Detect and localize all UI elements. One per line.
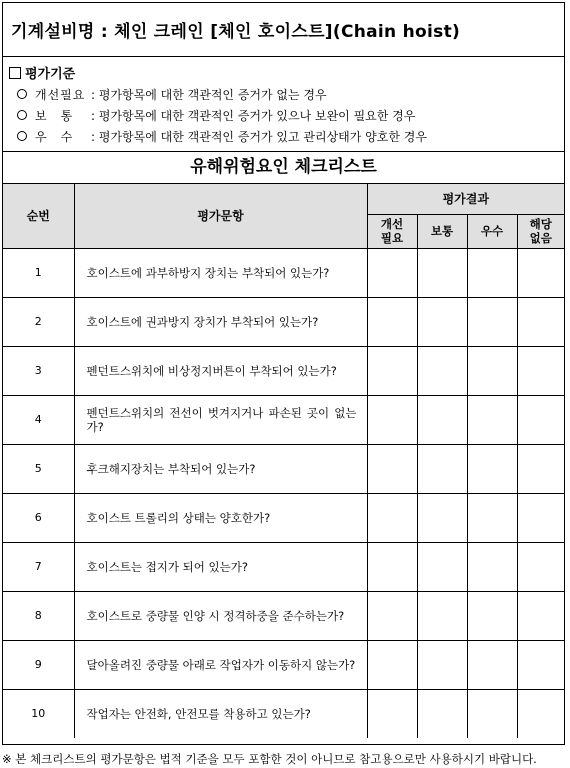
row-number: 1 [3, 248, 74, 297]
square-bullet-icon [9, 67, 21, 79]
row-question: 호이스트에 권과방지 장치가 부착되어 있는가? [74, 297, 367, 346]
cell-normal[interactable] [417, 444, 467, 493]
row-question: 호이스트로 중량물 인양 시 정격하중을 준수하는가? [74, 591, 367, 640]
page-title: 기계설비명 : 체인 크레인 [체인 호이스트](Chain hoist) [11, 22, 461, 42]
header-result: 평가결과 [367, 184, 564, 214]
header-question: 평가문항 [74, 184, 367, 248]
header-no: 순번 [3, 184, 74, 248]
section-title: 유해위험요인 체크리스트 [3, 151, 564, 184]
row-number: 10 [3, 689, 74, 738]
cell-excellent[interactable] [467, 493, 517, 542]
row-number: 5 [3, 444, 74, 493]
cell-not-applicable[interactable] [517, 395, 564, 444]
header-normal: 보통 [417, 214, 467, 248]
cell-excellent[interactable] [467, 689, 517, 738]
cell-needs-improvement[interactable] [367, 248, 417, 297]
cell-not-applicable[interactable] [517, 346, 564, 395]
footnote: ※ 본 체크리스트의 평가문항은 법적 기준을 모두 포함한 것이 아니므로 참고용으로만 사용하시기 바랍니다. [2, 752, 537, 766]
header-not-applicable: 해당 없음 [517, 214, 564, 248]
row-question: 호이스트에 과부하방지 장치는 부착되어 있는가? [74, 248, 367, 297]
cell-normal[interactable] [417, 395, 467, 444]
table-row [3, 297, 564, 346]
criteria-desc: : 평가항목에 대한 객관적인 증거가 있으나 보완이 필요한 경우 [91, 109, 416, 123]
cell-excellent[interactable] [467, 542, 517, 591]
row-number: 8 [3, 591, 74, 640]
cell-not-applicable[interactable] [517, 248, 564, 297]
criteria-label: 보 통 [35, 109, 74, 123]
circle-bullet-icon [17, 131, 27, 141]
table-row [3, 640, 564, 689]
table-row [3, 542, 564, 591]
cell-not-applicable[interactable] [517, 297, 564, 346]
cell-not-applicable[interactable] [517, 444, 564, 493]
cell-needs-improvement[interactable] [367, 591, 417, 640]
row-question: 펜던트스위치의 전선이 벗겨지거나 파손된 곳이 없는가? [74, 395, 367, 444]
title-bar [3, 3, 564, 57]
cell-excellent[interactable] [467, 640, 517, 689]
cell-not-applicable[interactable] [517, 591, 564, 640]
circle-bullet-icon [17, 110, 27, 120]
criteria-item [17, 107, 415, 125]
table-row [3, 248, 564, 297]
checklist-sheet [2, 2, 565, 745]
cell-needs-improvement[interactable] [367, 297, 417, 346]
cell-normal[interactable] [417, 640, 467, 689]
row-question: 호이스트는 접지가 되어 있는가? [74, 542, 367, 591]
cell-normal[interactable] [417, 689, 467, 738]
criteria-desc: : 평가항목에 대한 객관적인 증거가 있고 관리상태가 양호한 경우 [91, 130, 427, 144]
row-number: 2 [3, 297, 74, 346]
cell-needs-improvement[interactable] [367, 493, 417, 542]
table-row [3, 444, 564, 493]
criteria-item [17, 128, 427, 146]
table-row [3, 591, 564, 640]
cell-excellent[interactable] [467, 444, 517, 493]
row-question: 후크해지장치는 부착되어 있는가? [74, 444, 367, 493]
cell-needs-improvement[interactable] [367, 689, 417, 738]
header-excellent: 우수 [467, 214, 517, 248]
cell-normal[interactable] [417, 591, 467, 640]
cell-normal[interactable] [417, 346, 467, 395]
cell-normal[interactable] [417, 297, 467, 346]
cell-needs-improvement[interactable] [367, 640, 417, 689]
circle-bullet-icon [17, 89, 27, 99]
cell-not-applicable[interactable] [517, 542, 564, 591]
evaluation-criteria [3, 57, 564, 151]
row-number: 4 [3, 395, 74, 444]
row-number: 3 [3, 346, 74, 395]
checklist-table [3, 184, 564, 738]
criteria-label: 우 수 [35, 130, 74, 144]
cell-needs-improvement[interactable] [367, 542, 417, 591]
row-question: 호이스트 트롤리의 상태는 양호한가? [74, 493, 367, 542]
cell-normal[interactable] [417, 493, 467, 542]
cell-normal[interactable] [417, 542, 467, 591]
row-question: 펜던트스위치에 비상정지버튼이 부착되어 있는가? [74, 346, 367, 395]
header-needs-improvement: 개선 필요 [367, 214, 417, 248]
cell-needs-improvement[interactable] [367, 346, 417, 395]
table-row [3, 493, 564, 542]
cell-not-applicable[interactable] [517, 493, 564, 542]
cell-excellent[interactable] [467, 591, 517, 640]
cell-not-applicable[interactable] [517, 689, 564, 738]
cell-not-applicable[interactable] [517, 640, 564, 689]
row-question: 작업자는 안전화, 안전모를 착용하고 있는가? [74, 689, 367, 738]
table-row [3, 395, 564, 444]
row-number: 7 [3, 542, 74, 591]
table-row [3, 689, 564, 738]
cell-excellent[interactable] [467, 395, 517, 444]
criteria-heading [9, 63, 75, 82]
cell-needs-improvement[interactable] [367, 444, 417, 493]
row-number: 9 [3, 640, 74, 689]
cell-normal[interactable] [417, 248, 467, 297]
cell-excellent[interactable] [467, 248, 517, 297]
table-row [3, 346, 564, 395]
criteria-item [17, 86, 327, 104]
row-number: 6 [3, 493, 74, 542]
criteria-heading-text: 평가기준 [25, 67, 76, 82]
criteria-label: 개선필요 [35, 88, 86, 102]
cell-excellent[interactable] [467, 297, 517, 346]
row-question: 달아올려진 중량물 아래로 작업자가 이동하지 않는가? [74, 640, 367, 689]
criteria-desc: : 평가항목에 대한 객관적인 증거가 없는 경우 [91, 88, 327, 102]
cell-excellent[interactable] [467, 346, 517, 395]
cell-needs-improvement[interactable] [367, 395, 417, 444]
